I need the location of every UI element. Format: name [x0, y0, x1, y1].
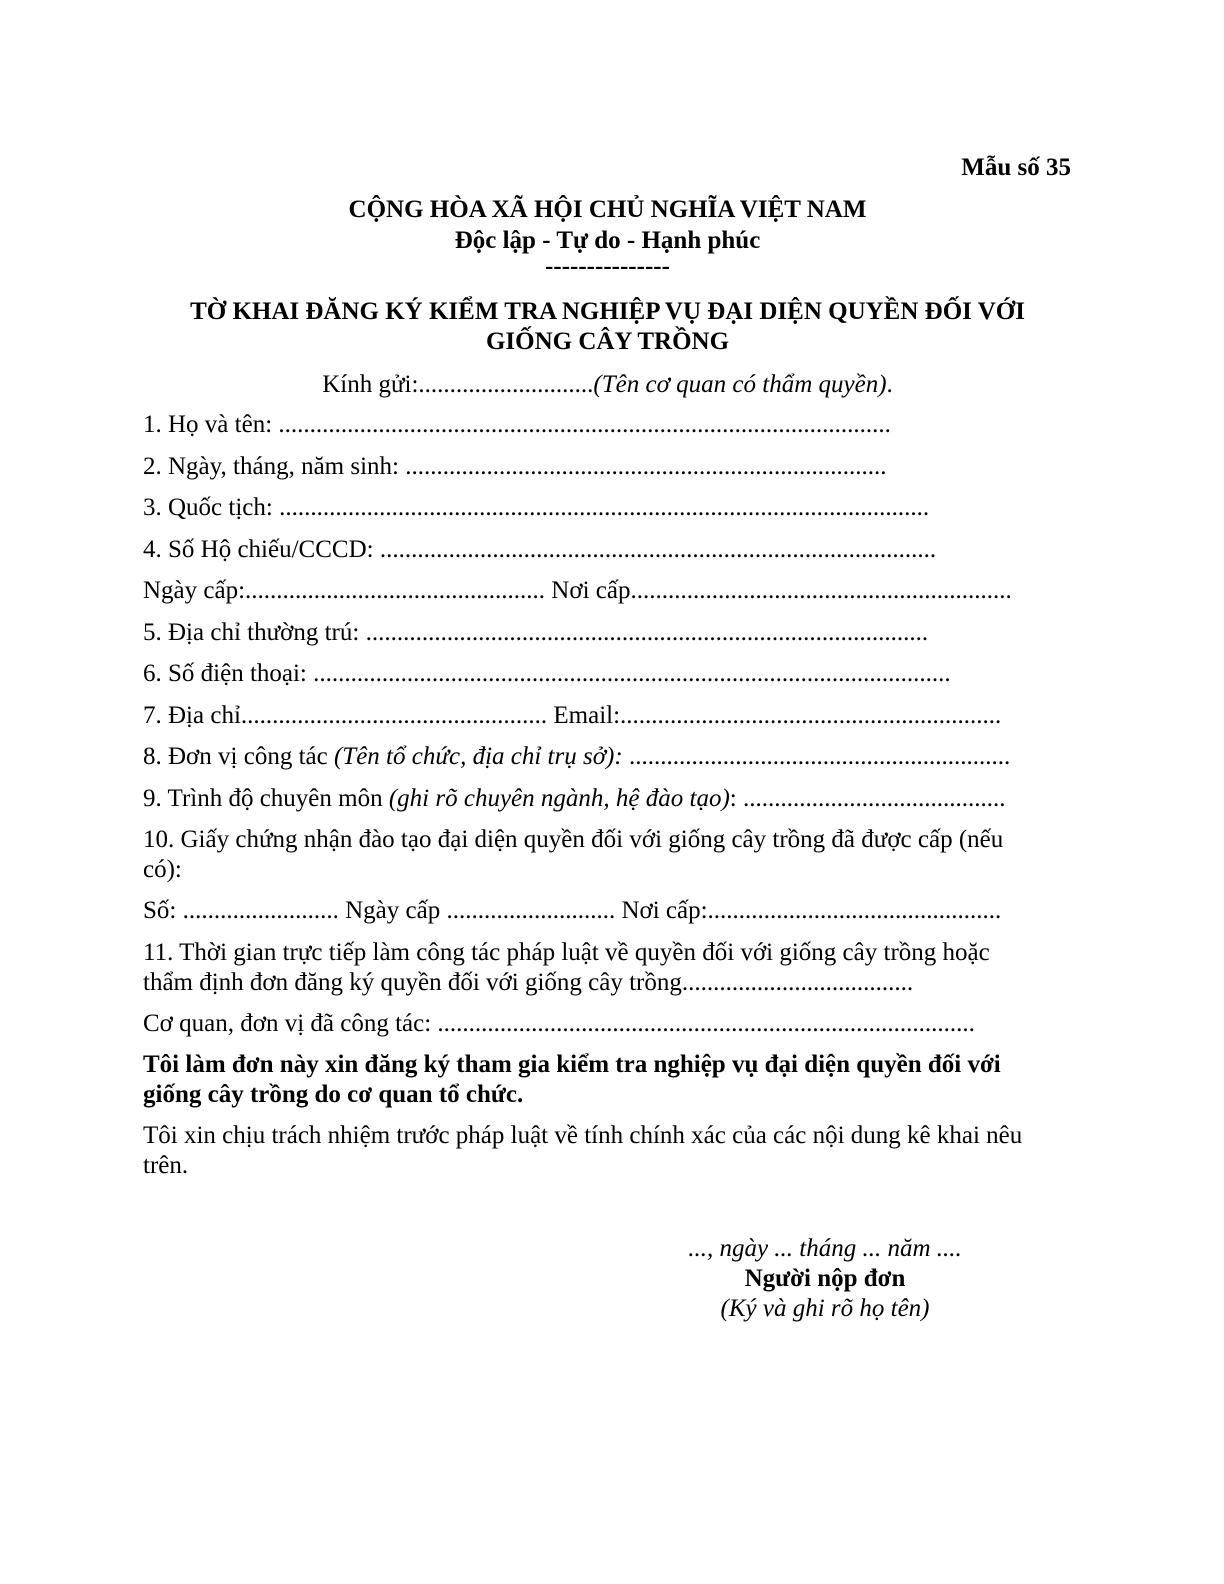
- field-address-email: 7. Địa chỉ................................................. Email:.............................................................: [143, 701, 1002, 729]
- field-qualification-note: (ghi rõ chuyên ngành, hệ đào tạo): [388, 784, 730, 812]
- national-motto: Độc lập - Tự do - Hạnh phúc: [454, 227, 761, 254]
- field-training-certificate-line-1: 10. Giấy chứng nhận đào tạo đại diện quyền đối với giống cây trồng đã được cấp (nếu: [143, 826, 1004, 853]
- responsibility-statement-line-2: trên.: [143, 1152, 189, 1179]
- title-line-1: TỜ KHAI ĐĂNG KÝ KIỂM TRA NGHIỆP VỤ ĐẠI DIỆN QUYỀN ĐỐI VỚI: [190, 298, 1025, 325]
- signature-instruction: (Ký và ghi rõ họ tên): [720, 1295, 930, 1322]
- field-qualification-dots: : ..........................................: [729, 784, 1006, 812]
- responsibility-statement: [143, 1121, 1053, 1181]
- field-work-duration-line-2: thẩm định đơn đăng ký quyền đối với giống cây trồng.....................................: [143, 968, 914, 996]
- field-qualification: [143, 784, 1053, 814]
- field-workplace-dots: .............................................................: [622, 743, 1011, 770]
- field-training-certificate-line-2: có):: [143, 856, 182, 883]
- signature-block: [640, 1234, 1010, 1324]
- field-training-certificate: [143, 825, 1053, 885]
- national-header: [140, 194, 1075, 278]
- field-work-duration: [143, 938, 1053, 998]
- form-number: Mẫu số 35: [961, 154, 1071, 181]
- field-workplace: [143, 742, 1053, 772]
- country-name: CỘNG HÒA XÃ HỘI CHỦ NGHĨA VIỆT NAM: [348, 196, 867, 223]
- field-permanent-address: 5. Địa chỉ thường trú: ..........................................................................................: [143, 618, 929, 646]
- field-work-duration-line-1: 11. Thời gian trực tiếp làm công tác pháp luật về quyền đối với giống cây trồng hoặc: [143, 938, 990, 966]
- registration-statement-line-2: giống cây trồng do cơ quan tổ chức.: [143, 1081, 524, 1108]
- recipient-note: (Tên cơ quan có thẩm quyền): [593, 371, 887, 398]
- document-title: [140, 297, 1075, 357]
- registration-statement: [143, 1050, 1053, 1110]
- field-workplace-note: (Tên tổ chức, địa chỉ trụ sở):: [333, 743, 623, 770]
- form-body: [143, 410, 1053, 1192]
- field-nationality: 3. Quốc tịch: ........................................................................................................: [143, 494, 930, 521]
- field-full-name: 1. Họ và tên: ..................................................................................................: [143, 411, 891, 438]
- field-issue-date-place: Ngày cấp:................................................ Nơi cấp.............................................................: [143, 577, 1012, 604]
- recipient-end: .: [886, 371, 893, 398]
- field-date-of-birth: 2. Ngày, tháng, năm sinh: .............................................................................: [143, 452, 887, 480]
- recipient-label: Kính gửi:............................: [322, 371, 594, 398]
- recipient-line: [140, 369, 1075, 401]
- field-passport-id: 4. Số Hộ chiếu/CCCD: .........................................................................................: [143, 535, 937, 563]
- field-qualification-label: 9. Trình độ chuyên môn: [143, 784, 389, 812]
- signature-date: ..., ngày ... tháng ... năm ....: [688, 1235, 962, 1262]
- field-workplace-label: 8. Đơn vị công tác: [143, 743, 334, 770]
- responsibility-statement-line-1: Tôi xin chịu trách nhiệm trước pháp luật về tính chính xác của các nội dung kê khai nêu: [143, 1122, 1023, 1149]
- title-line-2: GIỐNG CÂY TRỒNG: [485, 328, 730, 355]
- registration-statement-line-1: Tôi làm đơn này xin đăng ký tham gia kiểm tra nghiệp vụ đại diện quyền đối với: [143, 1051, 1001, 1078]
- field-previous-workplace: Cơ quan, đơn vị đã công tác: ......................................................................................: [143, 1009, 975, 1037]
- signature-role: Người nộp đơn: [744, 1265, 906, 1292]
- header-rule: ---------------: [545, 253, 670, 280]
- field-certificate-details: Số: ......................... Ngày cấp ........................... Nơi cấp:...............................................: [143, 897, 1002, 924]
- field-phone: 6. Số điện thoại: ......................................................................................................: [143, 660, 951, 687]
